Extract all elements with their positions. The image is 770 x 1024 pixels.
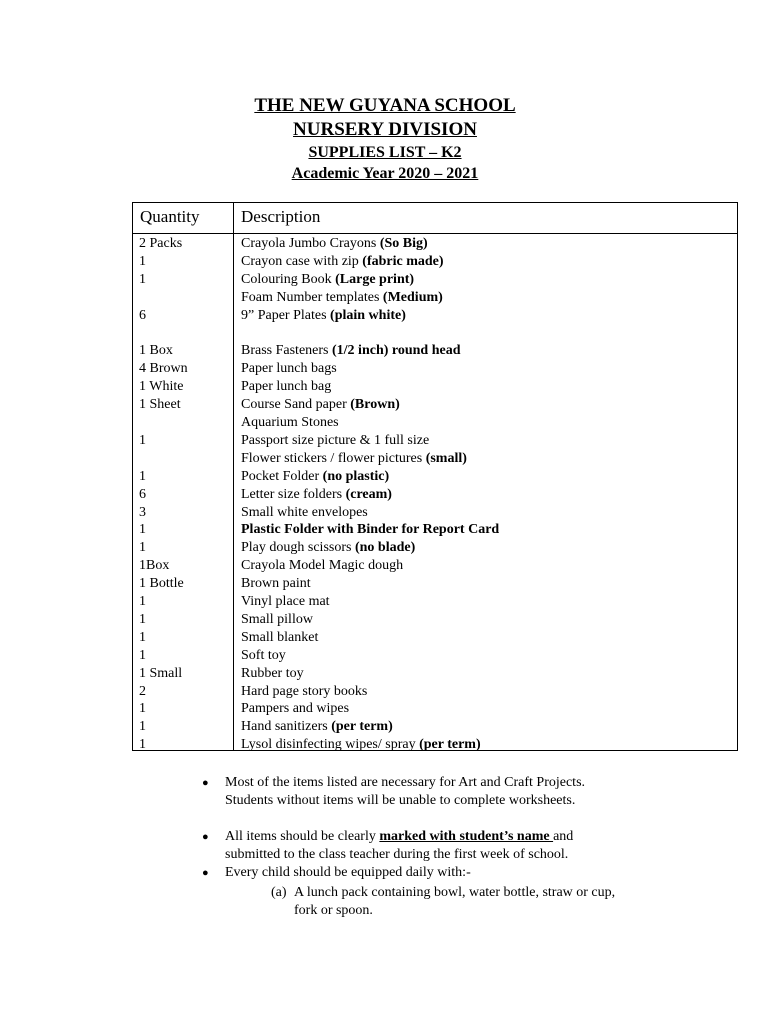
description-cell (241, 486, 392, 504)
description-text: Letter size folders (241, 486, 346, 502)
description-text: Brass Fasteners (241, 343, 332, 359)
table-row (133, 235, 737, 253)
description-header: Description (241, 207, 321, 226)
bullet-icon: ● (202, 777, 209, 789)
description-text: Rubber toy (241, 665, 304, 681)
description-emphasis: (small) (425, 450, 467, 466)
quantity-cell: 1 (139, 253, 146, 269)
description-cell (241, 665, 304, 683)
description-cell (241, 504, 368, 522)
table-row (133, 700, 737, 718)
description-emphasis: (Brown) (350, 397, 400, 413)
description-cell (241, 235, 428, 253)
quantity-cell: 2 Packs (139, 236, 183, 251)
description-text: Soft toy (241, 647, 286, 663)
description-text: Small pillow (241, 611, 313, 627)
table-row (133, 468, 737, 486)
note-2-line-1 (225, 828, 573, 846)
description-emphasis: (per term) (419, 737, 481, 753)
description-text: Colouring Book (241, 271, 336, 287)
description-cell (241, 593, 330, 611)
description-cell (241, 432, 429, 450)
description-text: Paper lunch bags (241, 361, 337, 377)
quantity-cell: 1 (139, 522, 146, 538)
table-row (133, 504, 737, 522)
quantity-cell: 1 (139, 647, 146, 663)
description-cell (241, 289, 443, 307)
description-text: Paper lunch bag (241, 379, 332, 395)
description-cell (241, 647, 286, 665)
quantity-cell: 1 (139, 594, 146, 609)
list-title: SUPPLIES LIST – K2 (308, 144, 462, 161)
bullet-icon: ● (202, 831, 209, 843)
description-cell (241, 468, 389, 486)
description-emphasis: (per term) (331, 719, 393, 735)
note-2-emphasis: marked with student’s name (379, 829, 554, 844)
table-row (133, 575, 737, 593)
description-emphasis: (cream) (345, 486, 392, 502)
description-cell (241, 539, 415, 557)
description-text: Play dough scissors (241, 540, 355, 556)
description-cell (241, 342, 461, 360)
description-text: Hand sanitizers (241, 719, 332, 735)
table-row (133, 396, 737, 414)
description-cell (241, 611, 313, 629)
table-row (133, 665, 737, 683)
quantity-cell: 1 Box (139, 343, 173, 359)
description-text: Small white envelopes (241, 504, 368, 520)
quantity-cell: 2 (139, 683, 146, 699)
quantity-cell: 1 Sheet (139, 397, 181, 413)
quantity-cell: 1 (139, 468, 146, 484)
description-text: 9” Paper Plates (241, 307, 331, 323)
description-text: Passport size picture & 1 full size (241, 432, 430, 448)
table-row (133, 325, 737, 343)
description-text: Pocket Folder (241, 468, 323, 484)
note-2-text-end: and (553, 829, 574, 844)
table-row (133, 289, 737, 307)
table-row (133, 539, 737, 557)
table-row (133, 307, 737, 325)
description-emphasis: (So Big) (379, 236, 428, 251)
quantity-cell: 1 (139, 611, 146, 627)
description-text: Crayon case with zip (241, 253, 363, 269)
quantity-cell: 1 (139, 701, 146, 717)
quantity-cell: 1 Small (139, 665, 183, 681)
quantity-cell: 4 Brown (139, 361, 188, 377)
description-text: Hard page story books (241, 683, 368, 699)
academic-year: Academic Year 2020 – 2021 (291, 165, 479, 182)
quantity-cell: 1 (139, 737, 146, 753)
description-cell (241, 700, 349, 718)
quantity-cell: 6 (139, 486, 146, 502)
description-cell (241, 450, 467, 468)
note-1-line-1: Most of the items listed are necessary for Art and Craft Projects. (225, 775, 586, 790)
description-cell (241, 521, 499, 539)
table-row (133, 593, 737, 611)
sub-item-a-line-1: A lunch pack containing bowl, water bottle, straw or cup, (294, 885, 616, 900)
table-row (133, 342, 737, 360)
table-row (133, 629, 737, 647)
description-cell (241, 414, 339, 432)
description-text: Flower stickers / flower pictures (241, 450, 426, 466)
description-cell (241, 271, 414, 289)
description-text: Pampers and wipes (241, 701, 350, 717)
description-cell (241, 557, 403, 575)
quantity-cell: 6 (139, 307, 146, 323)
sub-item-a-line-2: fork or spoon. (294, 903, 373, 918)
quantity-cell: 3 (139, 504, 146, 520)
table-row (133, 718, 737, 736)
description-text: Course Sand paper (241, 397, 351, 413)
description-cell (241, 683, 367, 701)
table-row (133, 360, 737, 378)
sub-item-a-label: (a) (271, 885, 287, 900)
description-emphasis: (Large print) (335, 271, 415, 287)
description-cell (241, 629, 318, 647)
description-cell (241, 307, 406, 325)
table-row (133, 414, 737, 432)
description-text: Crayola Model Magic dough (241, 558, 404, 574)
bullet-icon: ● (202, 867, 209, 879)
note-2-line-2: submitted to the class teacher during the first week of school. (225, 847, 569, 862)
description-text: Small blanket (241, 629, 319, 645)
description-emphasis: (plain white) (330, 307, 406, 323)
description-cell (241, 718, 393, 736)
table-row (133, 253, 737, 271)
note-2-text: All items should be clearly (225, 829, 380, 844)
division-name: NURSERY DIVISION (293, 119, 477, 140)
table-row (133, 647, 737, 665)
table-row (133, 378, 737, 396)
quantity-cell: 1Box (139, 558, 170, 574)
note-3-line-1: Every child should be equipped daily with:- (225, 865, 471, 880)
description-text: Brown paint (241, 576, 311, 592)
description-text: Vinyl place mat (241, 594, 330, 609)
description-cell (241, 575, 311, 593)
quantity-cell: 1 (139, 540, 146, 556)
description-emphasis: (no blade) (354, 540, 416, 556)
table-row (133, 521, 737, 539)
quantity-cell: 1 (139, 432, 146, 448)
description-text: Foam Number templates (241, 289, 383, 305)
quantity-cell: 1 (139, 629, 146, 645)
table-row (133, 432, 737, 450)
quantity-header: Quantity (140, 207, 200, 226)
description-text: Aquarium Stones (241, 415, 339, 430)
quantity-cell: 1 White (139, 379, 184, 395)
description-emphasis: (no plastic) (322, 468, 390, 484)
quantity-cell: 1 Bottle (139, 576, 184, 592)
description-cell (241, 396, 400, 414)
table-row (133, 271, 737, 289)
table-row (133, 611, 737, 629)
description-cell (241, 736, 481, 754)
description-text: Lysol disinfecting wipes/ spray (241, 737, 420, 753)
supplies-table (132, 202, 738, 751)
table-row (133, 557, 737, 575)
description-cell (241, 378, 331, 396)
quantity-cell: 1 (139, 271, 146, 287)
table-row (133, 486, 737, 504)
description-emphasis: (Medium) (382, 289, 443, 305)
table-row (133, 683, 737, 701)
description-cell (241, 360, 337, 378)
quantity-cell: 1 (139, 719, 146, 735)
description-emphasis: (1/2 inch) round head (332, 343, 461, 359)
description-emphasis: (fabric made) (362, 253, 444, 269)
header-divider (133, 233, 737, 234)
description-emphasis: Plastic Folder with Binder for Report Card (241, 522, 500, 538)
school-name: THE NEW GUYANA SCHOOL (254, 95, 516, 116)
table-row (133, 450, 737, 468)
description-text: Crayola Jumbo Crayons (241, 236, 380, 251)
note-1-line-2: Students without items will be unable to complete worksheets. (225, 793, 576, 808)
description-cell (241, 253, 444, 271)
table-row (133, 736, 737, 754)
